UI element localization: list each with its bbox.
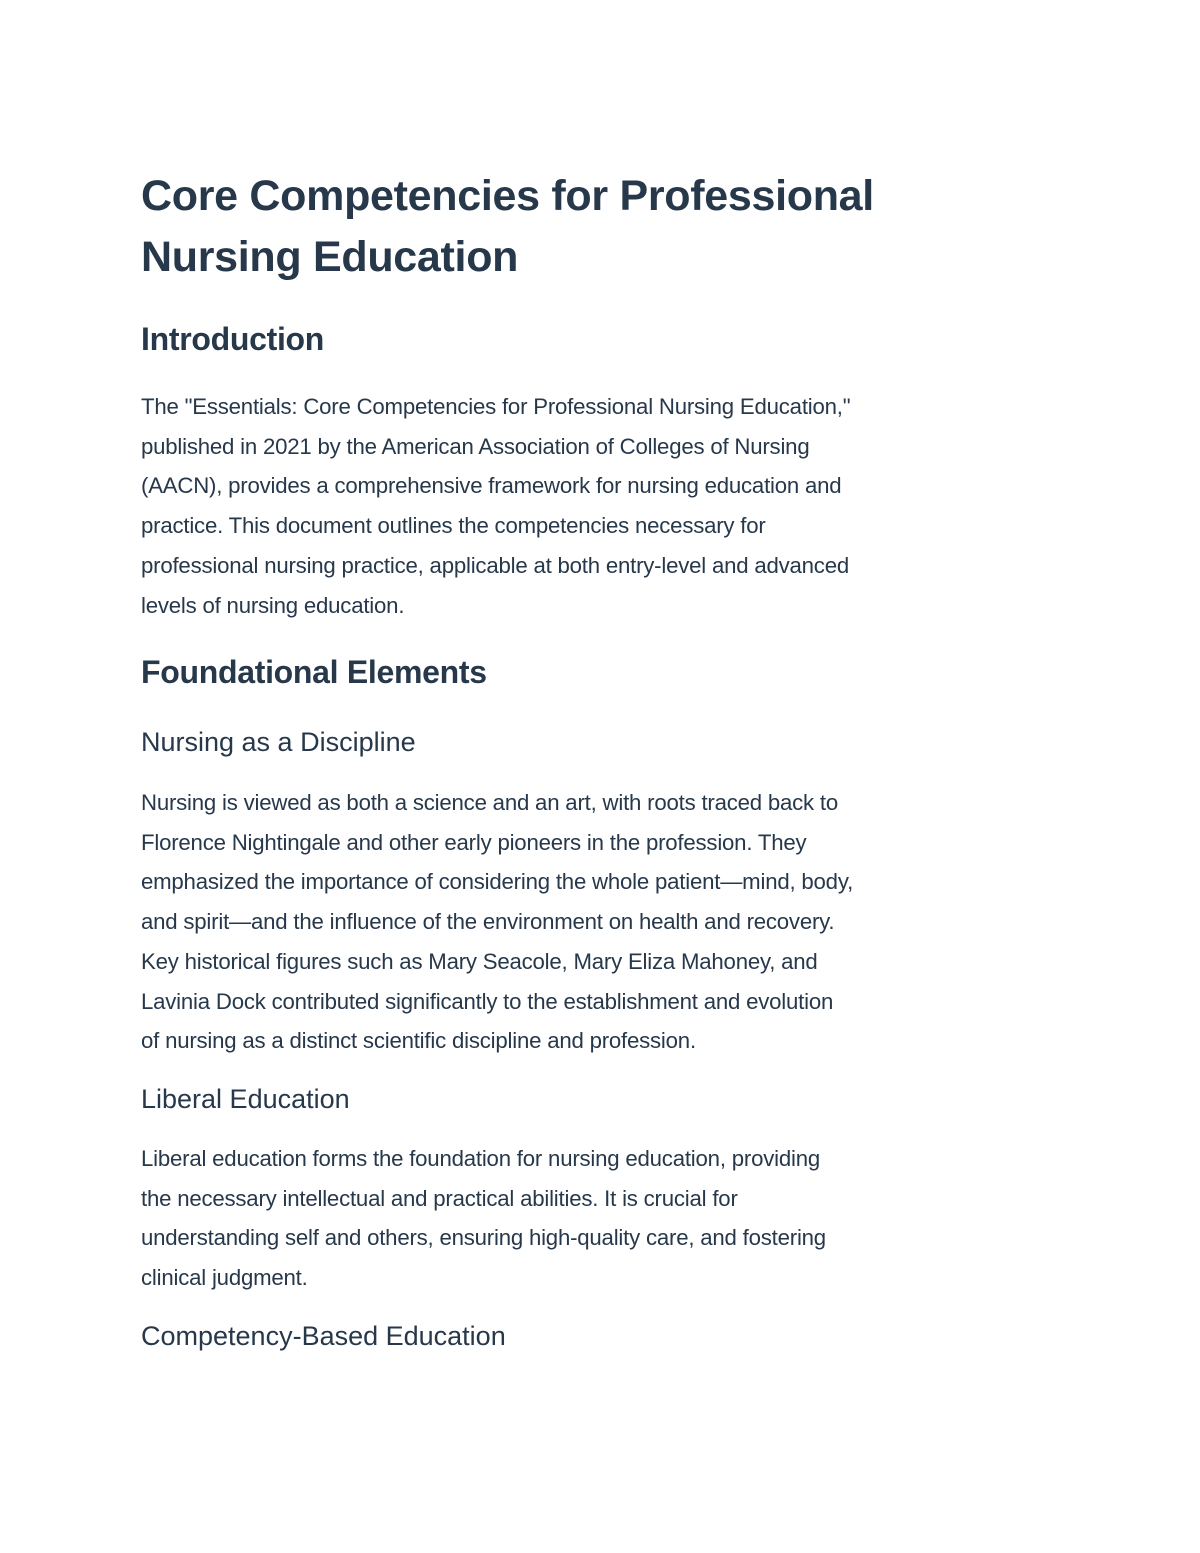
title-line: Core Competencies for Professional <box>141 172 874 220</box>
competency-based-education-heading: Competency-Based Education <box>141 1321 506 1351</box>
paragraph-line: clinical judgment. <box>141 1265 308 1291</box>
paragraph-line: the necessary intellectual and practical abilities. It is crucial for <box>141 1185 738 1211</box>
paragraph-line: professional nursing practice, applicable at both entry-level and advanced <box>141 552 849 578</box>
paragraph-line: and spirit—and the influence of the environment on health and recovery. <box>141 909 835 935</box>
introduction-paragraph <box>141 387 1061 625</box>
paragraph-line: Florence Nightingale and other early pioneers in the profession. They <box>141 829 807 855</box>
paragraph-line: Key historical figures such as Mary Seacole, Mary Eliza Mahoney, and <box>141 948 818 974</box>
foundational-elements-heading: Foundational Elements <box>141 654 487 690</box>
paragraph-line: The "Essentials: Core Competencies for Professional Nursing Education," <box>141 394 851 419</box>
nursing-discipline-heading: Nursing as a Discipline <box>141 727 416 757</box>
paragraph-line: understanding self and others, ensuring high-quality care, and fostering <box>141 1225 826 1251</box>
paragraph-line: practice. This document outlines the competencies necessary for <box>141 513 766 539</box>
nursing-discipline-paragraph <box>141 783 1061 1061</box>
paragraph-line: Nursing is viewed as both a science and an art, with roots traced back to <box>141 790 839 815</box>
document-title <box>141 166 1061 288</box>
paragraph-line: Liberal education forms the foundation for nursing education, providing <box>141 1146 820 1171</box>
liberal-education-heading: Liberal Education <box>141 1084 350 1114</box>
paragraph-line: published in 2021 by the American Association of Colleges of Nursing <box>141 433 810 459</box>
paragraph-line: emphasized the importance of considering the whole patient—mind, body, <box>141 869 854 895</box>
paragraph-line: Lavinia Dock contributed significantly to the establishment and evolution <box>141 988 834 1014</box>
paragraph-line: levels of nursing education. <box>141 592 405 618</box>
liberal-education-paragraph <box>141 1139 1061 1298</box>
title-line: Nursing Education <box>141 233 519 281</box>
introduction-heading: Introduction <box>141 321 325 357</box>
paragraph-line: of nursing as a distinct scientific discipline and profession. <box>141 1028 696 1054</box>
paragraph-line: (AACN), provides a comprehensive framework for nursing education and <box>141 473 842 499</box>
